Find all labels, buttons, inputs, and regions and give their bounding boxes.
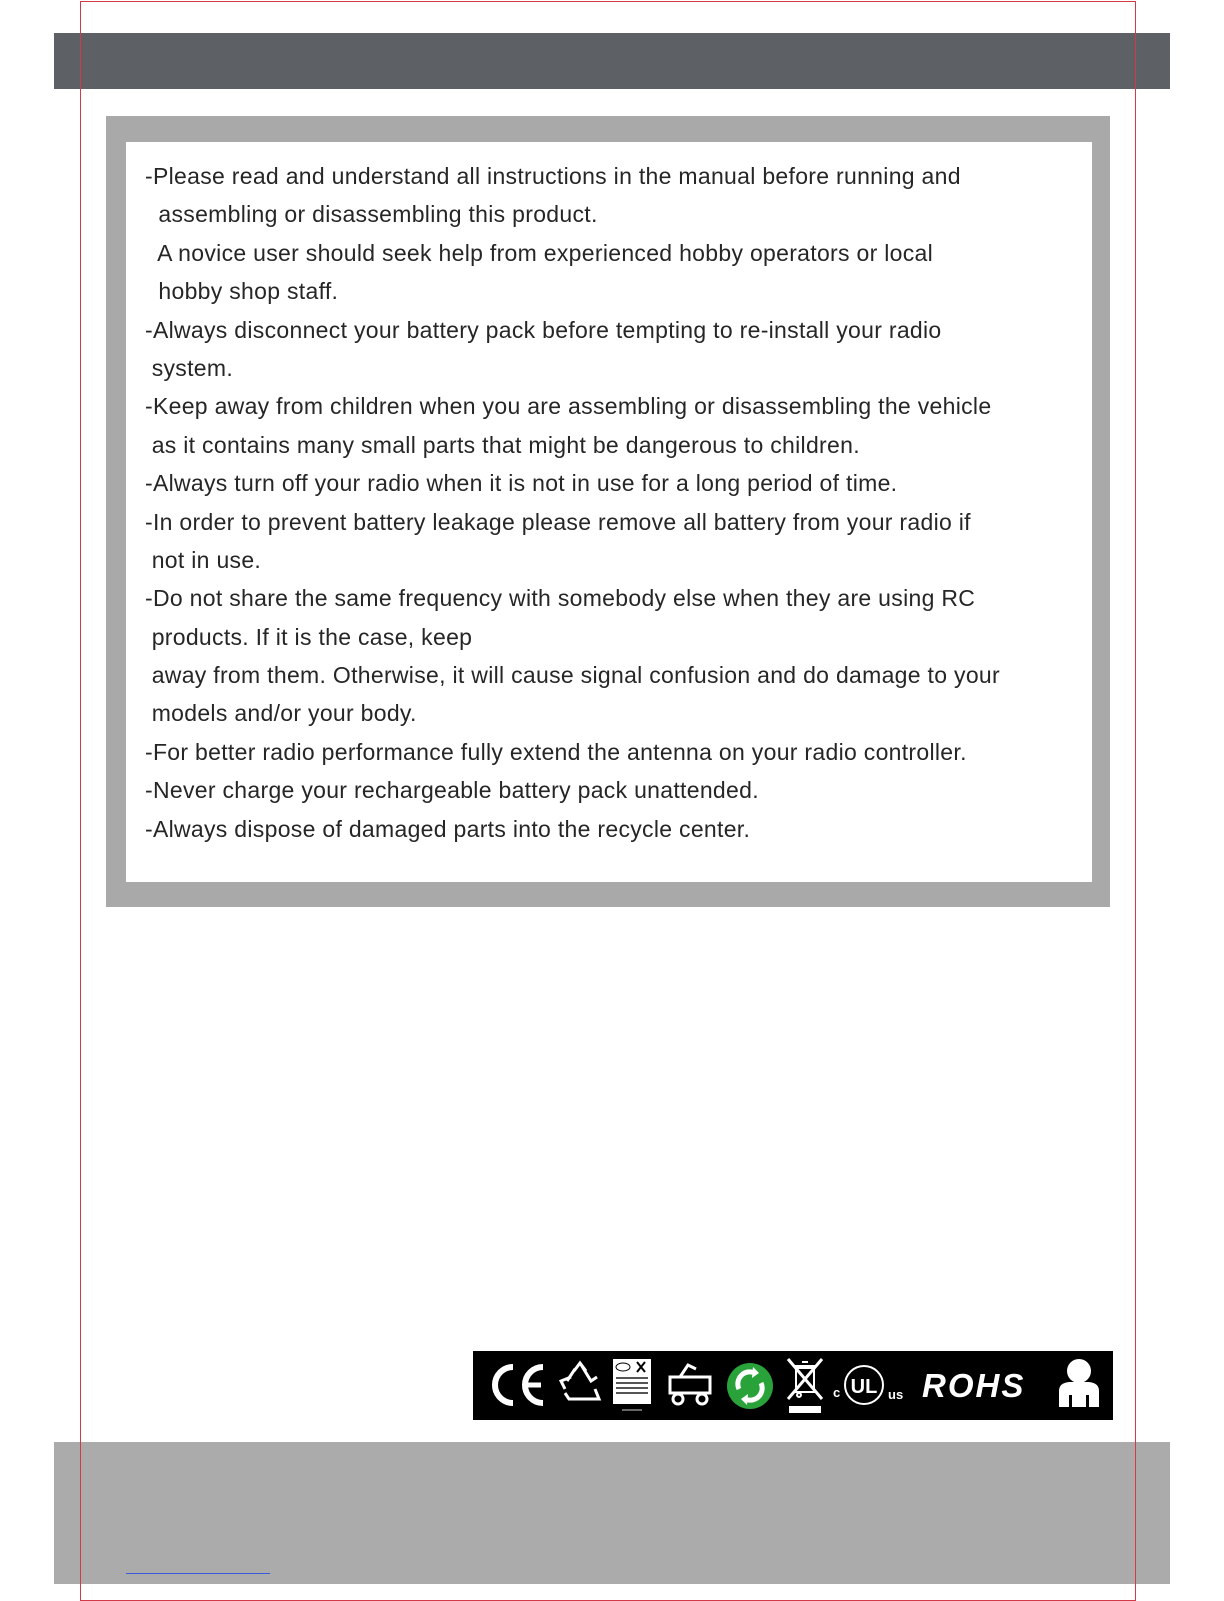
ul-icon — [833, 1351, 907, 1420]
cart-icon — [666, 1351, 714, 1420]
notice-line: system. — [145, 354, 234, 381]
notice-line: away from them. Otherwise, it will cause signal confusion and do damage to your — [145, 662, 1000, 689]
person-icon — [1055, 1351, 1103, 1420]
weee-bin-icon — [785, 1351, 825, 1420]
header-bar — [54, 33, 1170, 89]
notice-line: -Always turn off your radio when it is not in use for a long period of time. — [145, 470, 898, 497]
ul-us-label: us — [888, 1387, 904, 1402]
notice-line: not in use. — [145, 546, 262, 573]
notice-line: -Do not share the same frequency with somebody else when they are using RC — [145, 585, 976, 612]
ul-mark-label: UL — [844, 1365, 884, 1405]
footer-link-underline — [126, 1573, 270, 1574]
safety-notice-text — [145, 157, 1090, 848]
notice-line: as it contains many small parts that might be dangerous to children. — [145, 431, 860, 458]
notice-line: assembling or disassembling this product. — [145, 201, 598, 228]
notice-line: -Keep away from children when you are assembling or disassembling the vehicle — [145, 393, 992, 420]
green-dot-icon — [725, 1351, 775, 1420]
notice-line: -Always dispose of damaged parts into the recycle center. — [145, 815, 751, 842]
recycle-icon — [557, 1351, 603, 1420]
notice-line: products. If it is the case, keep — [145, 623, 473, 650]
notice-line: -Never charge your rechargeable battery pack unattended. — [145, 777, 759, 804]
notice-line: -In order to prevent battery leakage please remove all battery from your radio if — [145, 508, 971, 535]
rohs-label: ROHS — [922, 1367, 1026, 1404]
ce-icon — [489, 1351, 547, 1420]
certification-strip — [473, 1351, 1113, 1420]
notice-line: -Please read and understand all instructions in the manual before running and — [145, 163, 961, 189]
notice-line: hobby shop staff. — [145, 278, 339, 305]
notice-line: -For better radio performance fully extend the antenna on your radio controller. — [145, 738, 967, 765]
notice-line: A novice user should seek help from experienced hobby operators or local — [145, 239, 934, 266]
battery-disposal-icon — [612, 1351, 652, 1420]
notice-line: models and/or your body. — [145, 700, 417, 727]
ul-c-label: c — [833, 1385, 841, 1400]
notice-line: -Always disconnect your battery pack before tempting to re-install your radio — [145, 316, 942, 343]
footer-bar — [54, 1442, 1170, 1584]
